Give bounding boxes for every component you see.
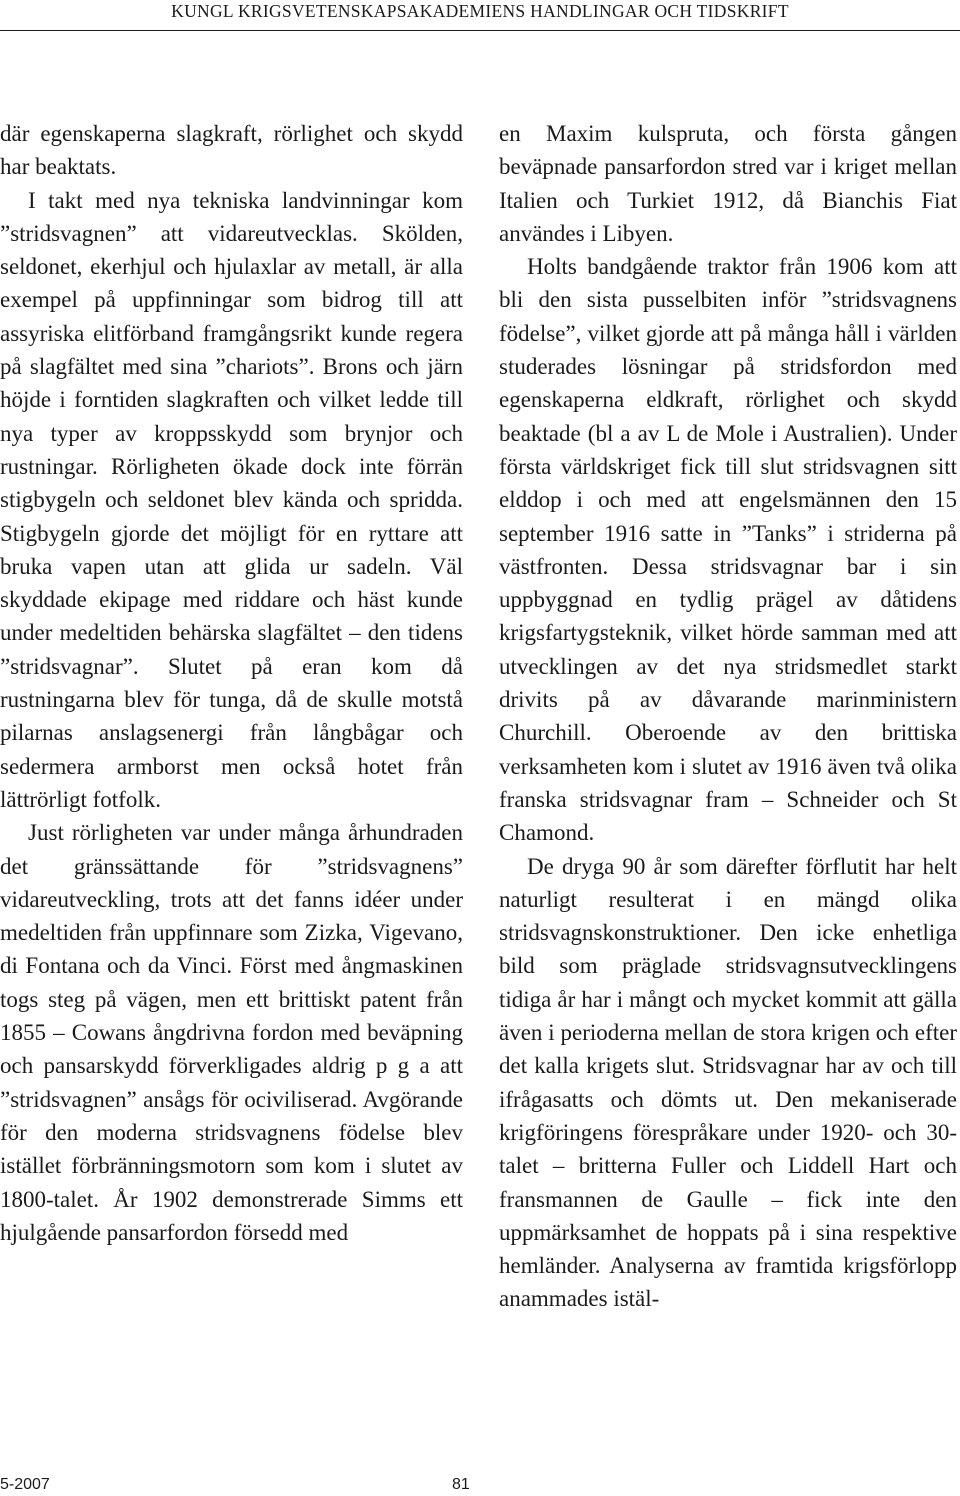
page-number: 81 — [452, 1476, 470, 1493]
paragraph: Just rörligheten var under många århundraden det gränssättande för ”stridsvagnens” vidareutveckling, trots att det fanns idéer under medeltiden från uppfinnare som Zizka, Vigevano, di Fontana och da Vinci. Först med ångmaskinen togs steg på vägen, men ett brittiskt patent från 1855 – Cowans ångdrivna fordon med beväpning och pansarskydd förverkligades aldrig p g a att ”stridsvagnen” ansågs för ociviliserad. Avgörande för den moderna stridsvagnens födelse blev istället förbränningsmotorn som kom i slutet av 1800-talet. År 1902 demonstrerade Simms ett hjulgående pansarfordon försedd med — [0, 820, 463, 1245]
left-text-column — [0, 117, 463, 1249]
right-text-column — [499, 117, 957, 1316]
paragraph: Holts bandgående traktor från 1906 kom att bli den sista pusselbiten inför ”stridsvagnens födelse”, vilket gjorde att på många håll i världen studerades lösningar på stridsfordon med egenskaperna eldkraft, rörlighet och skydd beaktade (bl a av L de Mole i Australien). Under första världskriget fick till slut stridsvagnen sitt elddop i och med att engelsmännen den 15 september 1916 satte in ”Tanks” i striderna på västfronten. Dessa stridsvagnar bar i sin uppbyggnad en tydlig prägel av dåtidens krigsfartygsteknik, vilket hörde samman med att utvecklingen av det nya stridsmedlet starkt drivits på av dåvarande marinministern Churchill. Oberoende av den brittiska verksamheten kom i slutet av 1916 även två olika franska stridsvagnar fram – Schneider och St Chamond. — [499, 254, 957, 846]
paragraph: där egenskaperna slagkraft, rörlighet och skydd har beaktats. — [0, 121, 463, 180]
header-divider — [0, 30, 960, 31]
issue-number: 5-2007 — [0, 1476, 50, 1493]
paragraph: en Maxim kulspruta, och första gången beväpnade pansarfordon stred var i kriget mellan Italien och Turkiet 1912, då Bianchis Fiat användes i Libyen. — [499, 121, 957, 246]
running-header: KUNGL KRIGSVETENSKAPSAKADEMIENS HANDLINGAR OCH TIDSKRIFT — [171, 1, 789, 21]
paragraph: I takt med nya tekniska landvinningar kom ”stridsvagnen” att vidareutvecklas. Skölden, seldonet, ekerhjul och hjulaxlar av metall, är alla exempel på uppfinningar som bidrog till att assyriska elitförband framgångsrikt kunde regera på slagfältet med sina ”chariots”. Brons och järn höjde i forntiden slagkraften och vilket ledde till nya typer av kroppsskydd som brynjor och rustningar. Rörligheten ökade dock inte förrän stigbygeln och seldonet blev kända och spridda. Stigbygeln gjorde det möjligt för en ryttare att bruka vapen utan att glida ur sadeln. Väl skyddade ekipage med riddare och häst kunde under medeltiden behärska slagfältet – den tidens ”stridsvagnar”. Slutet på eran kom då rustningarna blev för tunga, då de skulle motstå pilarnas anslagsenergi från långbågar och sedermera armborst men också hotet från lättrörligt fotfolk. — [0, 187, 463, 812]
paragraph: De dryga 90 år som därefter förflutit har helt naturligt resulterat i en mängd olika stridsvagnskonstruktioner. Den icke enhetliga bild som präglade stridsvagnsutvecklingens tidiga år har i mångt och mycket kommit att gälla även i perioderna mellan de stora krigen och efter det kalla krigets slut. Stridsvagnar har av och till ifrågasatts och dömts ut. Den mekaniserade krigföringens förespråkare under 1920- och 30-talet – britterna Fuller och Liddell Hart och fransmannen de Gaulle – fick inte den uppmärksamhet de hoppats på i sina respektive hemländer. Analyserna av framtida krigsförlopp anammades istäl- — [499, 853, 957, 1312]
